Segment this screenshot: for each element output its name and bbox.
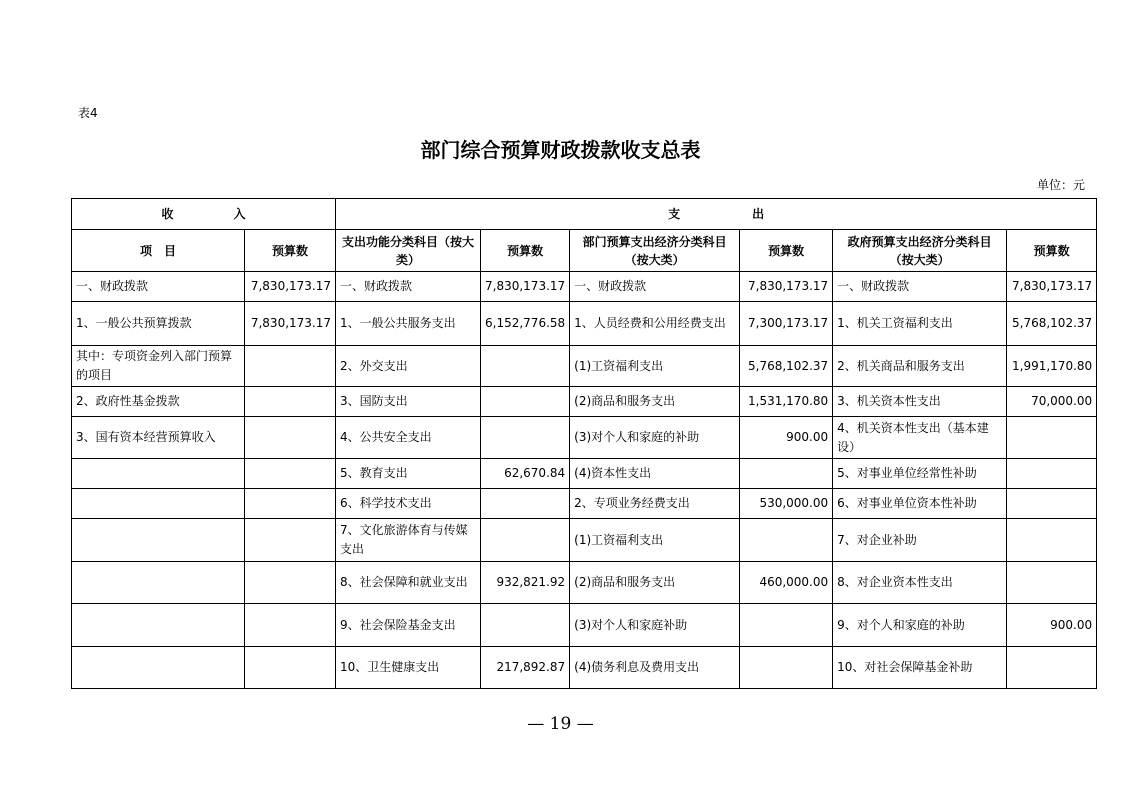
group-header-row bbox=[72, 199, 1097, 230]
dept-econ-item-cell: 1、人员经费和公用经费支出 bbox=[570, 302, 740, 346]
dept-econ-amount-cell: 530,000.00 bbox=[740, 489, 833, 519]
function-item-cell: 3、国防支出 bbox=[336, 387, 481, 417]
gov-econ-amount-cell bbox=[1007, 562, 1097, 604]
dept-econ-amount-cell bbox=[740, 459, 833, 489]
table-row bbox=[72, 346, 1097, 387]
table-row bbox=[72, 519, 1097, 562]
income-amount-cell bbox=[245, 387, 336, 417]
income-item-cell bbox=[72, 489, 245, 519]
gov-econ-amount-cell: 900.00 bbox=[1007, 604, 1097, 647]
page-title: 部门综合预算财政拨款收支总表 bbox=[420, 138, 701, 162]
function-item-cell: 9、社会保险基金支出 bbox=[336, 604, 481, 647]
column-header: 支出功能分类科目（按大类） bbox=[336, 230, 481, 272]
gov-econ-amount-cell bbox=[1007, 417, 1097, 459]
gov-econ-amount-cell: 5,768,102.37 bbox=[1007, 302, 1097, 346]
column-header: 预算数 bbox=[740, 230, 833, 272]
income-amount-cell: 7,830,173.17 bbox=[245, 272, 336, 302]
function-item-cell: 10、卫生健康支出 bbox=[336, 647, 481, 689]
gov-econ-item-cell: 7、对企业补助 bbox=[833, 519, 1007, 562]
table-row bbox=[72, 604, 1097, 647]
function-item-cell: 2、外交支出 bbox=[336, 346, 481, 387]
table-row bbox=[72, 647, 1097, 689]
dept-econ-amount-cell: 1,531,170.80 bbox=[740, 387, 833, 417]
dept-econ-item-cell: (3)对个人和家庭的补助 bbox=[570, 417, 740, 459]
income-amount-cell bbox=[245, 346, 336, 387]
income-amount-cell bbox=[245, 489, 336, 519]
expense-group-header: 支 出 bbox=[336, 199, 1097, 230]
income-item-cell: 3、国有资本经营预算收入 bbox=[72, 417, 245, 459]
column-header: 政府预算支出经济分类科目（按大类） bbox=[833, 230, 1007, 272]
gov-econ-amount-cell: 1,991,170.80 bbox=[1007, 346, 1097, 387]
function-item-cell: 一、财政拨款 bbox=[336, 272, 481, 302]
gov-econ-amount-cell bbox=[1007, 519, 1097, 562]
income-amount-cell: 7,830,173.17 bbox=[245, 302, 336, 346]
table-row bbox=[72, 417, 1097, 459]
function-item-cell: 7、文化旅游体育与传媒支出 bbox=[336, 519, 481, 562]
function-amount-cell: 7,830,173.17 bbox=[481, 272, 570, 302]
dept-econ-amount-cell: 5,768,102.37 bbox=[740, 346, 833, 387]
gov-econ-item-cell: 8、对企业资本性支出 bbox=[833, 562, 1007, 604]
dept-econ-item-cell: (2)商品和服务支出 bbox=[570, 562, 740, 604]
function-amount-cell: 932,821.92 bbox=[481, 562, 570, 604]
unit-label: 单位：元 bbox=[1036, 178, 1085, 192]
gov-econ-item-cell: 一、财政拨款 bbox=[833, 272, 1007, 302]
column-header-row bbox=[72, 230, 1097, 272]
income-item-cell: 一、财政拨款 bbox=[72, 272, 245, 302]
column-header: 项 目 bbox=[72, 230, 245, 272]
table-row bbox=[72, 489, 1097, 519]
function-amount-cell bbox=[481, 346, 570, 387]
function-amount-cell: 62,670.84 bbox=[481, 459, 570, 489]
income-item-cell bbox=[72, 519, 245, 562]
gov-econ-item-cell: 1、机关工资福利支出 bbox=[833, 302, 1007, 346]
gov-econ-item-cell: 4、机关资本性支出（基本建设） bbox=[833, 417, 1007, 459]
dept-econ-amount-cell: 7,830,173.17 bbox=[740, 272, 833, 302]
budget-summary-table bbox=[71, 198, 1097, 689]
gov-econ-item-cell: 9、对个人和家庭的补助 bbox=[833, 604, 1007, 647]
gov-econ-item-cell: 10、对社会保障基金补助 bbox=[833, 647, 1007, 689]
dept-econ-item-cell: (3)对个人和家庭补助 bbox=[570, 604, 740, 647]
function-item-cell: 5、教育支出 bbox=[336, 459, 481, 489]
function-amount-cell bbox=[481, 519, 570, 562]
table-row bbox=[72, 272, 1097, 302]
gov-econ-amount-cell: 70,000.00 bbox=[1007, 387, 1097, 417]
page-number: — 19 — bbox=[527, 714, 594, 734]
income-item-cell: 2、政府性基金拨款 bbox=[72, 387, 245, 417]
income-amount-cell bbox=[245, 459, 336, 489]
gov-econ-item-cell: 2、机关商品和服务支出 bbox=[833, 346, 1007, 387]
income-amount-cell bbox=[245, 604, 336, 647]
dept-econ-item-cell: 2、专项业务经费支出 bbox=[570, 489, 740, 519]
dept-econ-item-cell: 一、财政拨款 bbox=[570, 272, 740, 302]
dept-econ-item-cell: (1)工资福利支出 bbox=[570, 346, 740, 387]
function-amount-cell bbox=[481, 489, 570, 519]
gov-econ-amount-cell bbox=[1007, 459, 1097, 489]
dept-econ-amount-cell: 900.00 bbox=[740, 417, 833, 459]
dept-econ-item-cell: (2)商品和服务支出 bbox=[570, 387, 740, 417]
income-amount-cell bbox=[245, 519, 336, 562]
dept-econ-amount-cell bbox=[740, 604, 833, 647]
dept-econ-amount-cell: 460,000.00 bbox=[740, 562, 833, 604]
table-row bbox=[72, 387, 1097, 417]
dept-econ-item-cell: (1)工资福利支出 bbox=[570, 519, 740, 562]
column-header: 预算数 bbox=[1007, 230, 1097, 272]
income-item-cell bbox=[72, 562, 245, 604]
income-item-cell: 其中：专项资金列入部门预算的项目 bbox=[72, 346, 245, 387]
gov-econ-item-cell: 6、对事业单位资本性补助 bbox=[833, 489, 1007, 519]
dept-econ-item-cell: (4)资本性支出 bbox=[570, 459, 740, 489]
function-item-cell: 1、一般公共服务支出 bbox=[336, 302, 481, 346]
gov-econ-item-cell: 3、机关资本性支出 bbox=[833, 387, 1007, 417]
income-amount-cell bbox=[245, 562, 336, 604]
dept-econ-item-cell: (4)债务利息及费用支出 bbox=[570, 647, 740, 689]
table-row bbox=[72, 562, 1097, 604]
income-amount-cell bbox=[245, 647, 336, 689]
gov-econ-amount-cell bbox=[1007, 647, 1097, 689]
income-item-cell: 1、一般公共预算拨款 bbox=[72, 302, 245, 346]
gov-econ-item-cell: 5、对事业单位经常性补助 bbox=[833, 459, 1007, 489]
column-header: 预算数 bbox=[245, 230, 336, 272]
table-label: 表4 bbox=[78, 106, 98, 120]
income-item-cell bbox=[72, 604, 245, 647]
income-group-header: 收 入 bbox=[72, 199, 336, 230]
gov-econ-amount-cell bbox=[1007, 489, 1097, 519]
function-amount-cell bbox=[481, 417, 570, 459]
function-item-cell: 4、公共安全支出 bbox=[336, 417, 481, 459]
table-body bbox=[72, 272, 1097, 689]
income-amount-cell bbox=[245, 417, 336, 459]
table-row bbox=[72, 459, 1097, 489]
function-amount-cell bbox=[481, 387, 570, 417]
income-item-cell bbox=[72, 459, 245, 489]
column-header: 预算数 bbox=[481, 230, 570, 272]
dept-econ-amount-cell: 7,300,173.17 bbox=[740, 302, 833, 346]
function-item-cell: 8、社会保障和就业支出 bbox=[336, 562, 481, 604]
function-amount-cell: 6,152,776.58 bbox=[481, 302, 570, 346]
function-amount-cell bbox=[481, 604, 570, 647]
income-item-cell bbox=[72, 647, 245, 689]
dept-econ-amount-cell bbox=[740, 519, 833, 562]
gov-econ-amount-cell: 7,830,173.17 bbox=[1007, 272, 1097, 302]
function-item-cell: 6、科学技术支出 bbox=[336, 489, 481, 519]
column-header: 部门预算支出经济分类科目（按大类） bbox=[570, 230, 740, 272]
table-row bbox=[72, 302, 1097, 346]
function-amount-cell: 217,892.87 bbox=[481, 647, 570, 689]
dept-econ-amount-cell bbox=[740, 647, 833, 689]
